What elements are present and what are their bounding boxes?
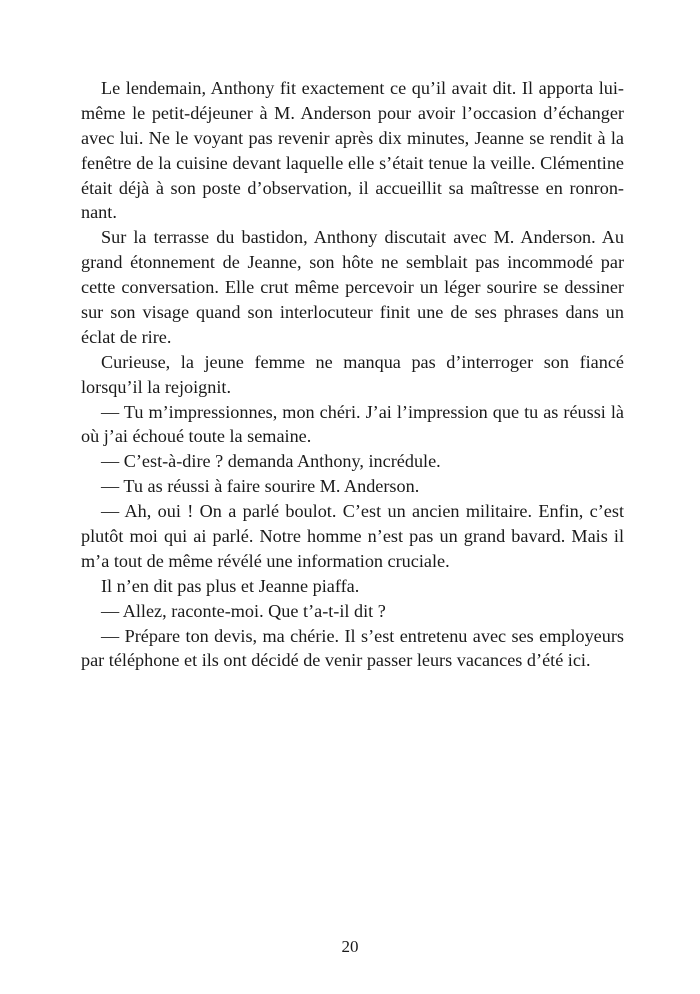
text-line: grand étonnement de Jeanne, son hôte ne semblait pas incommodé par: [81, 252, 624, 273]
text-line: Sur la terrasse du bastidon, Anthony discutait avec M. Anderson. Au: [101, 227, 624, 248]
text-line: fenêtre de la cuisine devant laquelle elle s’était tenue la veille. Clémentine: [81, 152, 624, 173]
text-line: avec lui. Ne le voyant pas revenir après dix minutes, Jeanne se rendit à la: [81, 127, 624, 148]
text-line: même le petit-déjeuner à M. Anderson pour avoir l’occasion d’échanger: [81, 102, 624, 123]
text-line: — Tu as réussi à faire sourire M. Anderson.: [101, 476, 420, 497]
text-line: cette conversation. Elle crut même percevoir un léger sourire se dessiner: [81, 277, 624, 298]
text-line: — Tu m’impressionnes, mon chéri. J’ai l’impression que tu as réussi là: [101, 401, 624, 422]
text-line: — C’est-à-dire ? demanda Anthony, incrédule.: [101, 451, 441, 472]
paragraph: [81, 599, 624, 624]
paragraph: [81, 624, 624, 674]
paragraph: [81, 400, 624, 450]
text-line: — Allez, raconte-moi. Que t’a-t-il dit ?: [101, 600, 386, 621]
text-line: était déjà à son poste d’observation, il accueillit sa maîtresse en ronron-: [81, 177, 624, 198]
text-line: lorsqu’il la rejoignit.: [81, 376, 232, 397]
text-line: plutôt moi qui ai parlé. Notre homme n’est pas un grand bavard. Mais il: [81, 526, 624, 547]
text-line: par téléphone et ils ont décidé de venir passer leurs vacances d’été ici.: [81, 650, 591, 671]
text-line: nant.: [81, 202, 117, 223]
text-line: — Prépare ton devis, ma chérie. Il s’est entretenu avec ses employeurs: [101, 625, 624, 646]
paragraph: [81, 574, 624, 599]
paragraph: [81, 474, 624, 499]
text-line: sur son visage quand son interlocuteur finit une de ses phrases dans un: [81, 302, 624, 323]
paragraph: [81, 449, 624, 474]
text-line: Curieuse, la jeune femme ne manqua pas d’interroger son fiancé: [101, 351, 624, 372]
text-line: — Ah, oui ! On a parlé boulot. C’est un ancien militaire. Enfin, c’est: [101, 501, 624, 522]
text-line: où j’ai échoué toute la semaine.: [81, 426, 312, 447]
paragraph: [81, 350, 624, 400]
page-number: 20: [341, 937, 359, 956]
text-line: Le lendemain, Anthony fit exactement ce qu’il avait dit. Il apporta lui-: [101, 78, 624, 98]
paragraph: [81, 76, 624, 225]
text-line: m’a tout de même révélé une information cruciale.: [81, 550, 450, 571]
body-text: [81, 76, 624, 673]
paragraph: [81, 225, 624, 349]
text-line: éclat de rire.: [81, 326, 172, 347]
paragraph: [81, 499, 624, 574]
text-line: Il n’en dit pas plus et Jeanne piaffa.: [101, 575, 360, 596]
